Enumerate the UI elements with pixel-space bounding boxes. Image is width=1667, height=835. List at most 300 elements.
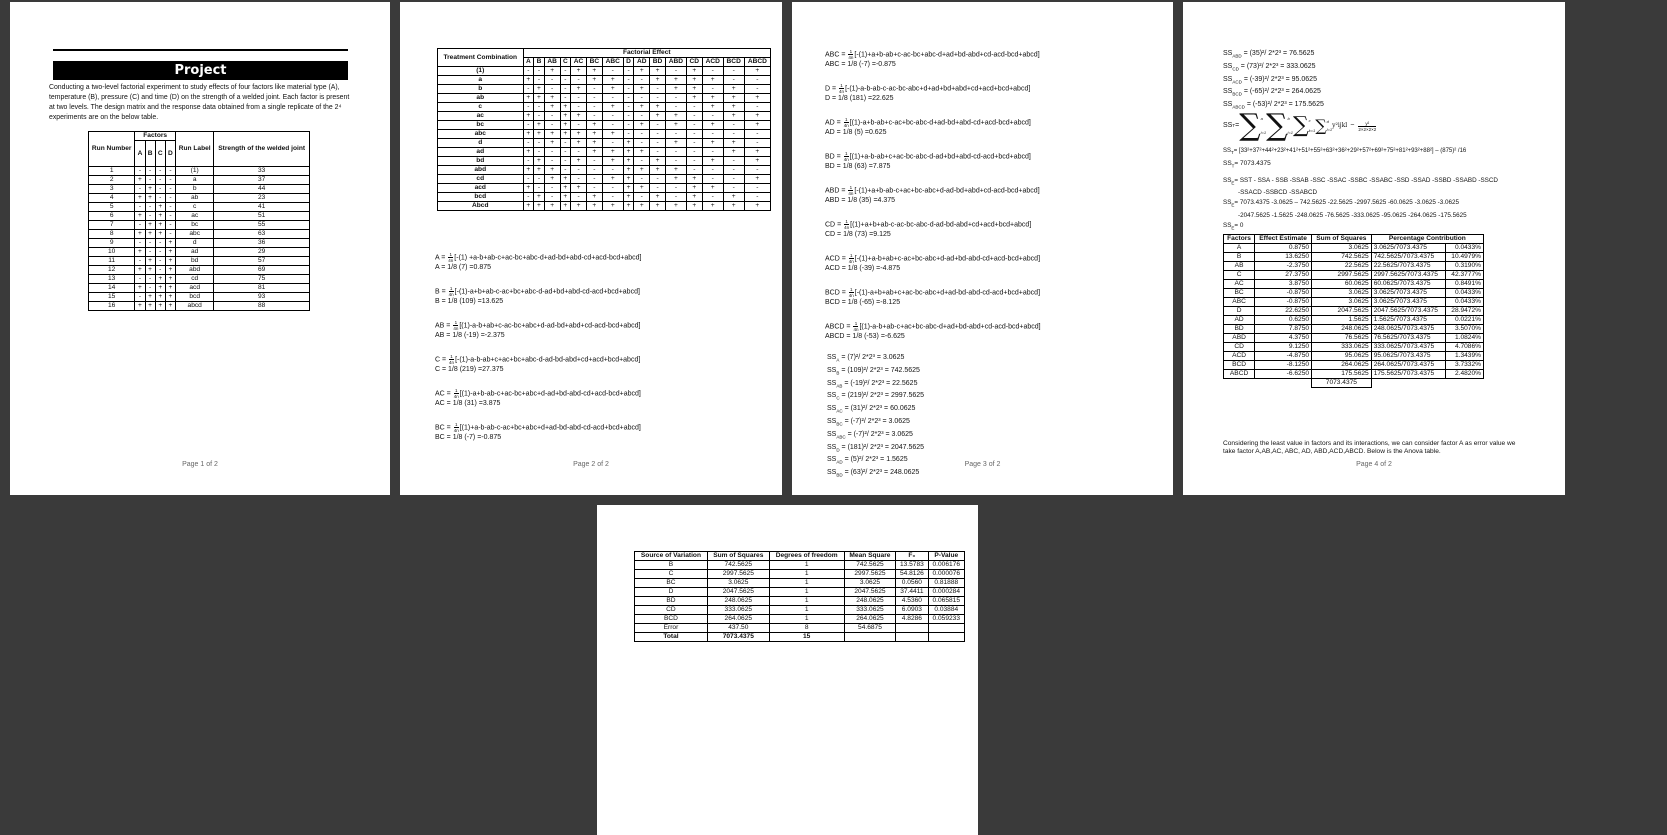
sign-cell: + xyxy=(571,85,587,94)
cell: -0.8750 xyxy=(1255,298,1312,307)
treatment-label: acd xyxy=(438,184,524,193)
cell: + xyxy=(165,248,175,257)
sign-cell: - xyxy=(560,85,571,94)
sign-cell: + xyxy=(544,103,560,112)
effect-result: AD = 1/8 (5) =0.625 xyxy=(825,129,887,137)
header-cell: Sum of Squares xyxy=(1312,235,1372,244)
sign-cell: - xyxy=(623,121,634,130)
effect-block-abc xyxy=(825,49,1040,70)
table-row xyxy=(1224,271,1484,280)
cell: + xyxy=(145,221,155,230)
header-factor-a: A xyxy=(135,141,145,167)
sign-cell: + xyxy=(634,121,650,130)
table-row xyxy=(89,176,310,185)
cell: + xyxy=(155,221,165,230)
cell xyxy=(896,633,928,642)
cell: 63 xyxy=(214,230,310,239)
cell: 4.5360 xyxy=(896,597,928,606)
sign-cell: - xyxy=(634,193,650,202)
cell: 248.0625 xyxy=(1312,325,1372,334)
fraction-denominator: 4n xyxy=(853,327,859,332)
page-footer: Page 4 of 2 xyxy=(1356,461,1392,468)
sign-cell: + xyxy=(744,94,770,103)
cell: d xyxy=(176,239,214,248)
cell: + xyxy=(135,266,145,275)
sign-cell: - xyxy=(744,103,770,112)
effect-expression: [(1)-a-b+ab+c-ac-bc+abc+d-ad-bd+abd+cd-acd-bcd+abcd] xyxy=(459,322,641,330)
header-effect: BC xyxy=(586,58,602,67)
cell: 93 xyxy=(214,293,310,302)
effect-block-abd xyxy=(825,185,1040,206)
sign-cell: - xyxy=(623,130,634,139)
effect-result: A = 1/8 (7) =0.875 xyxy=(435,264,492,272)
cell: 175.5625/7073.4375 xyxy=(1371,370,1446,379)
sse-calc-text: = 7073.4375 -3.0625 – 742.5625 -22.5625 -2997.5625 -60.0625 -3.0625 -3.0625 xyxy=(1234,199,1460,207)
header-effect: ACD xyxy=(702,58,723,67)
ss-line: $SS_A = (7)^2/$ 2*2³ = 3.0625 xyxy=(827,354,905,363)
sign-cell: - xyxy=(523,139,534,148)
sign-cell: + xyxy=(602,85,623,94)
sign-cell: - xyxy=(686,112,702,121)
effect-block-ab xyxy=(435,320,641,341)
cell: + xyxy=(155,293,165,302)
cell: 6.0903 xyxy=(896,606,928,615)
cell: 2997.5625/7073.4375 xyxy=(1371,271,1446,280)
sign-cell: + xyxy=(523,148,534,157)
table-row xyxy=(635,597,965,606)
sign-cell: - xyxy=(571,103,587,112)
cell: 333.0625/7073.4375 xyxy=(1371,343,1446,352)
header-effect: C xyxy=(560,58,571,67)
sign-cell: - xyxy=(586,166,602,175)
effect-formula: ABD = $\frac{1}{4n}$ [-(1)+a+b-ab-c+ac+bc-abc+d-ad-bd+abd+cd-acd-bcd+abcd] xyxy=(825,185,1040,196)
cell: - xyxy=(155,194,165,203)
effect-name: ABCD xyxy=(825,323,845,331)
effect-block-abcd xyxy=(825,321,1041,342)
sign-cell: - xyxy=(523,103,534,112)
intro-paragraph: Conducting a two-level factorial experiment to study effects of four factors like material type (A), temperature (B), pressure (C) and time (D) on the strength of a welded joint. Each factor is present at two levels. The design matrix and the response data obtained from a single replicate of the 2⁴ experiments are on the below table. xyxy=(49,84,350,121)
table-row xyxy=(438,175,771,184)
sst-term: y²ijkl xyxy=(1332,122,1348,129)
sign-cell: + xyxy=(634,202,650,211)
sign-cell: - xyxy=(744,193,770,202)
cell: 248.0625/7073.4375 xyxy=(1371,325,1446,334)
effect-expression: [-(1)+a-b+ab+c-ac+bc-abc+d-ad+bd-abd-cd+acd-bcd+abcd] xyxy=(854,255,1041,263)
sign-cell: - xyxy=(702,175,723,184)
cell: 11 xyxy=(89,257,135,266)
effect-result: CD = 1/8 (73) =9.125 xyxy=(825,231,891,239)
sst-value-text: = 7073.4375 xyxy=(1234,160,1271,167)
cell: 3.7332% xyxy=(1446,361,1484,370)
sign-cell: - xyxy=(634,112,650,121)
sst-label: SS xyxy=(1223,122,1233,129)
sign-cell: - xyxy=(634,175,650,184)
sign-cell: + xyxy=(686,67,702,76)
sign-cell: - xyxy=(744,130,770,139)
sign-cell: - xyxy=(560,94,571,103)
cell: 7.8750 xyxy=(1255,325,1312,334)
cell: - xyxy=(145,284,155,293)
cell: 264.0625/7073.4375 xyxy=(1371,361,1446,370)
ss-expression: = (-65)²/ 2*2³ = 264.0625 xyxy=(1243,88,1321,96)
fraction xyxy=(839,83,844,94)
cell xyxy=(928,624,964,633)
sign-cell: - xyxy=(571,94,587,103)
fraction-numerator: 1 xyxy=(454,320,458,325)
cell: Total xyxy=(635,633,708,642)
effect-result: ABCD = 1/8 (-53) =-6.625 xyxy=(825,333,905,341)
cell: + xyxy=(165,302,175,311)
cell: - xyxy=(165,221,175,230)
header-cell: Factors xyxy=(1224,235,1255,244)
effect-name: AD xyxy=(825,119,835,127)
sign-cell: + xyxy=(634,85,650,94)
sign-cell: + xyxy=(623,139,634,148)
cell: 0.065815 xyxy=(928,597,964,606)
effect-block-c xyxy=(435,354,640,375)
cell: + xyxy=(165,284,175,293)
table-row xyxy=(1224,325,1484,334)
sign-cell: - xyxy=(744,76,770,85)
ss-expression: = (-7)²/ 2*2³ = 3.0625 xyxy=(847,430,913,438)
cell: A xyxy=(1224,244,1255,253)
effect-expression: [(1)+a-b-ab+c+ac-bc-abc-d-ad+bd+abd-cd-acd+bcd+abcd] xyxy=(849,153,1031,161)
sign-cell: - xyxy=(702,85,723,94)
effect-formula: CD = $\frac{1}{4n}$ [(1)+a+b+ab-c-ac-bc-abc-d-ad-bd-abd+cd+acd+bcd+abcd] xyxy=(825,219,1032,230)
cell: 1.3439% xyxy=(1446,352,1484,361)
treatment-label: abd xyxy=(438,166,524,175)
ss-subscript: C xyxy=(836,395,840,401)
sign-cell: - xyxy=(650,139,666,148)
effect-result: BCD = 1/8 (-65) =-8.125 xyxy=(825,299,901,307)
table-row xyxy=(438,166,771,175)
cell: 12 xyxy=(89,266,135,275)
cell: - xyxy=(155,185,165,194)
table-row xyxy=(89,248,310,257)
contribution-body xyxy=(1224,244,1484,388)
sign-cell: + xyxy=(723,94,744,103)
sign-cell: - xyxy=(560,67,571,76)
ss-subscript: ACD xyxy=(1232,78,1242,84)
fraction xyxy=(844,117,849,128)
cell: 60.0625/7073.4375 xyxy=(1371,280,1446,289)
cell: - xyxy=(145,203,155,212)
table-row xyxy=(1224,343,1484,352)
cell: BC xyxy=(635,579,708,588)
cell: -4.8750 xyxy=(1255,352,1312,361)
sign-cell: - xyxy=(623,94,634,103)
sign-cell: - xyxy=(686,148,702,157)
treatment-label: ad xyxy=(438,148,524,157)
effect-name: D xyxy=(825,85,831,93)
sign-cell: - xyxy=(602,94,623,103)
cell: - xyxy=(165,203,175,212)
sign-cell: - xyxy=(623,103,634,112)
fraction-denominator: 4n xyxy=(848,191,854,196)
cell: 742.5625 xyxy=(707,561,769,570)
cell: - xyxy=(135,257,145,266)
effect-result: AB = 1/8 (-19) =-2.375 xyxy=(435,332,505,340)
cell: - xyxy=(145,248,155,257)
empty-cell xyxy=(1224,379,1312,388)
cell: abcd xyxy=(176,302,214,311)
cell: 1.0824% xyxy=(1446,334,1484,343)
table-row xyxy=(438,130,771,139)
sign-cell: + xyxy=(634,166,650,175)
cell: 2047.5625/7073.4375 xyxy=(1371,307,1446,316)
sign-cell: - xyxy=(650,184,666,193)
sign-cell: + xyxy=(744,175,770,184)
cell: - xyxy=(135,203,145,212)
table-row xyxy=(438,193,771,202)
page-1 xyxy=(10,2,390,495)
sign-cell: + xyxy=(665,85,686,94)
sign-cell: - xyxy=(544,193,560,202)
ss-expression: = (7)²/ 2*2³ = 3.0625 xyxy=(841,354,905,361)
sign-cell: + xyxy=(534,130,545,139)
cell: + xyxy=(155,203,165,212)
summation-icon: ∑ xyxy=(1239,108,1261,143)
sign-cell: - xyxy=(723,67,744,76)
fraction-numerator: 1 xyxy=(850,253,853,258)
table-row xyxy=(89,230,310,239)
sign-cell: + xyxy=(623,157,634,166)
sign-cell: + xyxy=(586,76,602,85)
cell: 2 xyxy=(89,176,135,185)
fraction-denominator: 4n xyxy=(448,292,454,297)
sign-cell: - xyxy=(571,76,587,85)
cell: 1 xyxy=(769,597,844,606)
effect-expression: [-(1)-a+b+ab+c+ac-bc-abc+d+ad-bd-abd-cd-acd+bcd+abcd] xyxy=(854,289,1041,297)
ss-expression: = (219)²/ 2*2³ = 2997.5625 xyxy=(841,392,925,400)
fraction xyxy=(848,49,853,60)
sign-cell: - xyxy=(686,157,702,166)
sign-cell: + xyxy=(665,121,686,130)
cell: 57 xyxy=(214,257,310,266)
cell: 60.0625 xyxy=(1312,280,1372,289)
sign-cell: - xyxy=(602,67,623,76)
cell: 0.8750 xyxy=(1255,244,1312,253)
effect-name: AB xyxy=(435,322,445,330)
header-factor-d: D xyxy=(165,141,175,167)
sign-cell: - xyxy=(623,85,634,94)
ss-expression: = (31)²/ 2*2³ = 60.0625 xyxy=(844,405,916,413)
cell: + xyxy=(145,230,155,239)
effect-expression: [-(1)-a+b+ab-c-ac+bc+abc-d-ad+bd+abd-cd-acd+bcd+abcd] xyxy=(454,288,640,296)
page-4 xyxy=(1183,2,1565,495)
cell: 0.000076 xyxy=(928,570,964,579)
cell: 55 xyxy=(214,221,310,230)
sign-cell: - xyxy=(571,175,587,184)
cell: 4.3750 xyxy=(1255,334,1312,343)
sign-cell: + xyxy=(665,139,686,148)
ss-subscript: ABCD xyxy=(1232,104,1245,110)
sign-cell: + xyxy=(544,130,560,139)
sign-cell: + xyxy=(523,130,534,139)
ss-subscript: A xyxy=(836,357,840,363)
summation-icon: ∑ xyxy=(1266,108,1288,143)
cell: + xyxy=(165,257,175,266)
effect-expression: [-(1) +a-b+ab-c+ac-bc+abc-d+ad-bd+abd-cd+acd-bcd+abcd] xyxy=(454,254,642,262)
fraction-numerator: 1 xyxy=(854,321,858,326)
cell: 54.6875 xyxy=(844,624,896,633)
header-cell: Effect Estimate xyxy=(1255,235,1312,244)
sst-equals: = xyxy=(1235,122,1240,129)
effect-block-b xyxy=(435,286,640,307)
sign-cell: - xyxy=(702,112,723,121)
sign-cell: - xyxy=(523,193,534,202)
ss-line: $SS_{AB} = (-19)^2/$ 2*2³ = 22.5625 xyxy=(827,379,918,388)
sign-cell: + xyxy=(665,166,686,175)
sign-cell: + xyxy=(586,139,602,148)
sign-cell: + xyxy=(560,184,571,193)
sign-cell: + xyxy=(723,103,744,112)
sum-upper: d xyxy=(1326,119,1329,124)
sum-upper: a xyxy=(1260,116,1263,121)
cell: cd xyxy=(176,275,214,284)
fraction-denominator: 4n xyxy=(844,225,850,230)
sign-cell: - xyxy=(634,139,650,148)
ss-line: $SS_{BC} = (-7)^2/$ 2*2³ = 3.0625 xyxy=(827,417,910,427)
sign-cell: + xyxy=(586,121,602,130)
sign-cell: + xyxy=(650,202,666,211)
cell: - xyxy=(155,176,165,185)
cell: 13.6250 xyxy=(1255,253,1312,262)
sign-cell: + xyxy=(686,175,702,184)
table-row xyxy=(89,212,310,221)
cell: 28.9472% xyxy=(1446,307,1484,316)
cell: 3.0625/7073.4375 xyxy=(1371,244,1446,253)
sign-cell: - xyxy=(571,148,587,157)
ss-line: $SS_{ACD} = (-39)^2/$ 2*2³ = 95.0625 xyxy=(1223,75,1317,84)
cell: ACD xyxy=(1224,352,1255,361)
effect-formula: ABC = $\frac{1}{4n}$ [-(1)+a+b-ab+c-ac-bc+abc-d+ad+bd-abd+cd-acd-bcd+abcd] xyxy=(825,49,1040,60)
sign-cell: + xyxy=(686,184,702,193)
sign-cell: - xyxy=(560,166,571,175)
fraction-numerator: 1 xyxy=(449,286,453,291)
sign-cell: + xyxy=(586,193,602,202)
table-row xyxy=(438,202,771,211)
sign-cell: + xyxy=(586,148,602,157)
sign-cell: + xyxy=(560,130,571,139)
cell: 1.5625 xyxy=(1312,316,1372,325)
effect-expression: [-(1)-a-b-ab-c-ac-bc-abc+d+ad+bd+abd+cd+acd+bcd+abcd] xyxy=(845,85,1031,93)
fraction-denominator: 4n xyxy=(449,360,455,365)
cell: + xyxy=(145,302,155,311)
sign-cell: - xyxy=(686,130,702,139)
cell: 10 xyxy=(89,248,135,257)
cell: BCD xyxy=(1224,361,1255,370)
cell: 2997.5625 xyxy=(844,570,896,579)
fraction-numerator: 1 xyxy=(840,83,843,88)
sign-cell: + xyxy=(571,184,587,193)
table-row xyxy=(1224,280,1484,289)
effect-name: BCD xyxy=(825,289,840,297)
sign-cell: - xyxy=(723,184,744,193)
sign-cell: - xyxy=(744,184,770,193)
table-row xyxy=(89,302,310,311)
sign-cell: + xyxy=(744,67,770,76)
cell: 248.0625 xyxy=(844,597,896,606)
table-row xyxy=(635,570,965,579)
sign-cell: - xyxy=(623,112,634,121)
cell: - xyxy=(165,167,175,176)
sst-formula xyxy=(1223,108,1377,144)
cell: 1 xyxy=(89,167,135,176)
cell: 0.0433% xyxy=(1446,298,1484,307)
table-row xyxy=(1224,289,1484,298)
sign-cell: - xyxy=(586,184,602,193)
cell: - xyxy=(145,212,155,221)
sign-cell: + xyxy=(544,139,560,148)
cell: 8 xyxy=(769,624,844,633)
sign-cell: - xyxy=(650,130,666,139)
sign-cell: + xyxy=(665,175,686,184)
ss-line: $SS_{AD} = (5)^2/$ 2*2³ = 1.5625 xyxy=(827,456,908,465)
cell: -0.8750 xyxy=(1255,289,1312,298)
sign-cell: + xyxy=(534,166,545,175)
table-row xyxy=(89,194,310,203)
ss-subscript: B xyxy=(836,370,840,376)
fraction-numerator: 1 xyxy=(850,287,853,292)
fraction-numerator: 1 xyxy=(450,354,453,359)
cell: D xyxy=(1224,307,1255,316)
cell: - xyxy=(165,230,175,239)
fraction xyxy=(844,151,849,162)
cell: -2.3750 xyxy=(1255,262,1312,271)
sign-cell: + xyxy=(571,157,587,166)
fraction-numerator: 1 xyxy=(454,388,458,393)
table-row xyxy=(635,561,965,570)
sign-cell: + xyxy=(523,94,534,103)
sign-cell: - xyxy=(702,148,723,157)
treatment-label: cd xyxy=(438,175,524,184)
header-cell: Degrees of freedom xyxy=(769,552,844,561)
cell: 2047.5625 xyxy=(844,588,896,597)
cell: 0.000284 xyxy=(928,588,964,597)
effect-result: BD = 1/8 (63) =7.875 xyxy=(825,163,891,171)
effect-name: C xyxy=(435,356,441,364)
cell: 44 xyxy=(214,185,310,194)
effect-result: D = 1/8 (181) =22.625 xyxy=(825,95,894,103)
fraction-numerator: 1 xyxy=(844,151,848,156)
page-2 xyxy=(400,2,782,495)
table-row xyxy=(635,579,965,588)
cell: - xyxy=(135,221,145,230)
effect-formula: AB = $\frac{1}{4n}$ [(1)-a-b+ab+c-ac-bc+abc+d-ad-bd+abd+cd-acd-bcd+abcd] xyxy=(435,320,641,331)
fraction xyxy=(453,320,458,331)
ss-subscript: ABD xyxy=(1232,53,1242,59)
cell: BD xyxy=(635,597,708,606)
header-effect: AD xyxy=(634,58,650,67)
cell: ABD xyxy=(1224,334,1255,343)
page-footer: Page 1 of 2 xyxy=(182,461,218,468)
sign-cell: - xyxy=(586,103,602,112)
sign-cell: + xyxy=(723,139,744,148)
sign-cell: - xyxy=(686,103,702,112)
cell: 37.4411 xyxy=(896,588,928,597)
sign-cell: - xyxy=(686,166,702,175)
ss-expression: = (-39)²/ 2*2³ = 95.0625 xyxy=(1243,75,1317,83)
header-effect: BD xyxy=(650,58,666,67)
effect-expression: [(1)-a+b-ab+c-ac+bc-abc-d+ad-bd+abd-cd+acd-bcd+abcd] xyxy=(849,119,1031,127)
cell: - xyxy=(145,167,155,176)
ss-expression: = (181)²/ 2*2³ = 2047.5625 xyxy=(841,443,925,451)
sign-cell: - xyxy=(534,184,545,193)
cell: 75 xyxy=(214,275,310,284)
cell: D xyxy=(635,588,708,597)
ss-expression: = (-53)²/ 2*2³ = 175.5625 xyxy=(1246,101,1324,109)
